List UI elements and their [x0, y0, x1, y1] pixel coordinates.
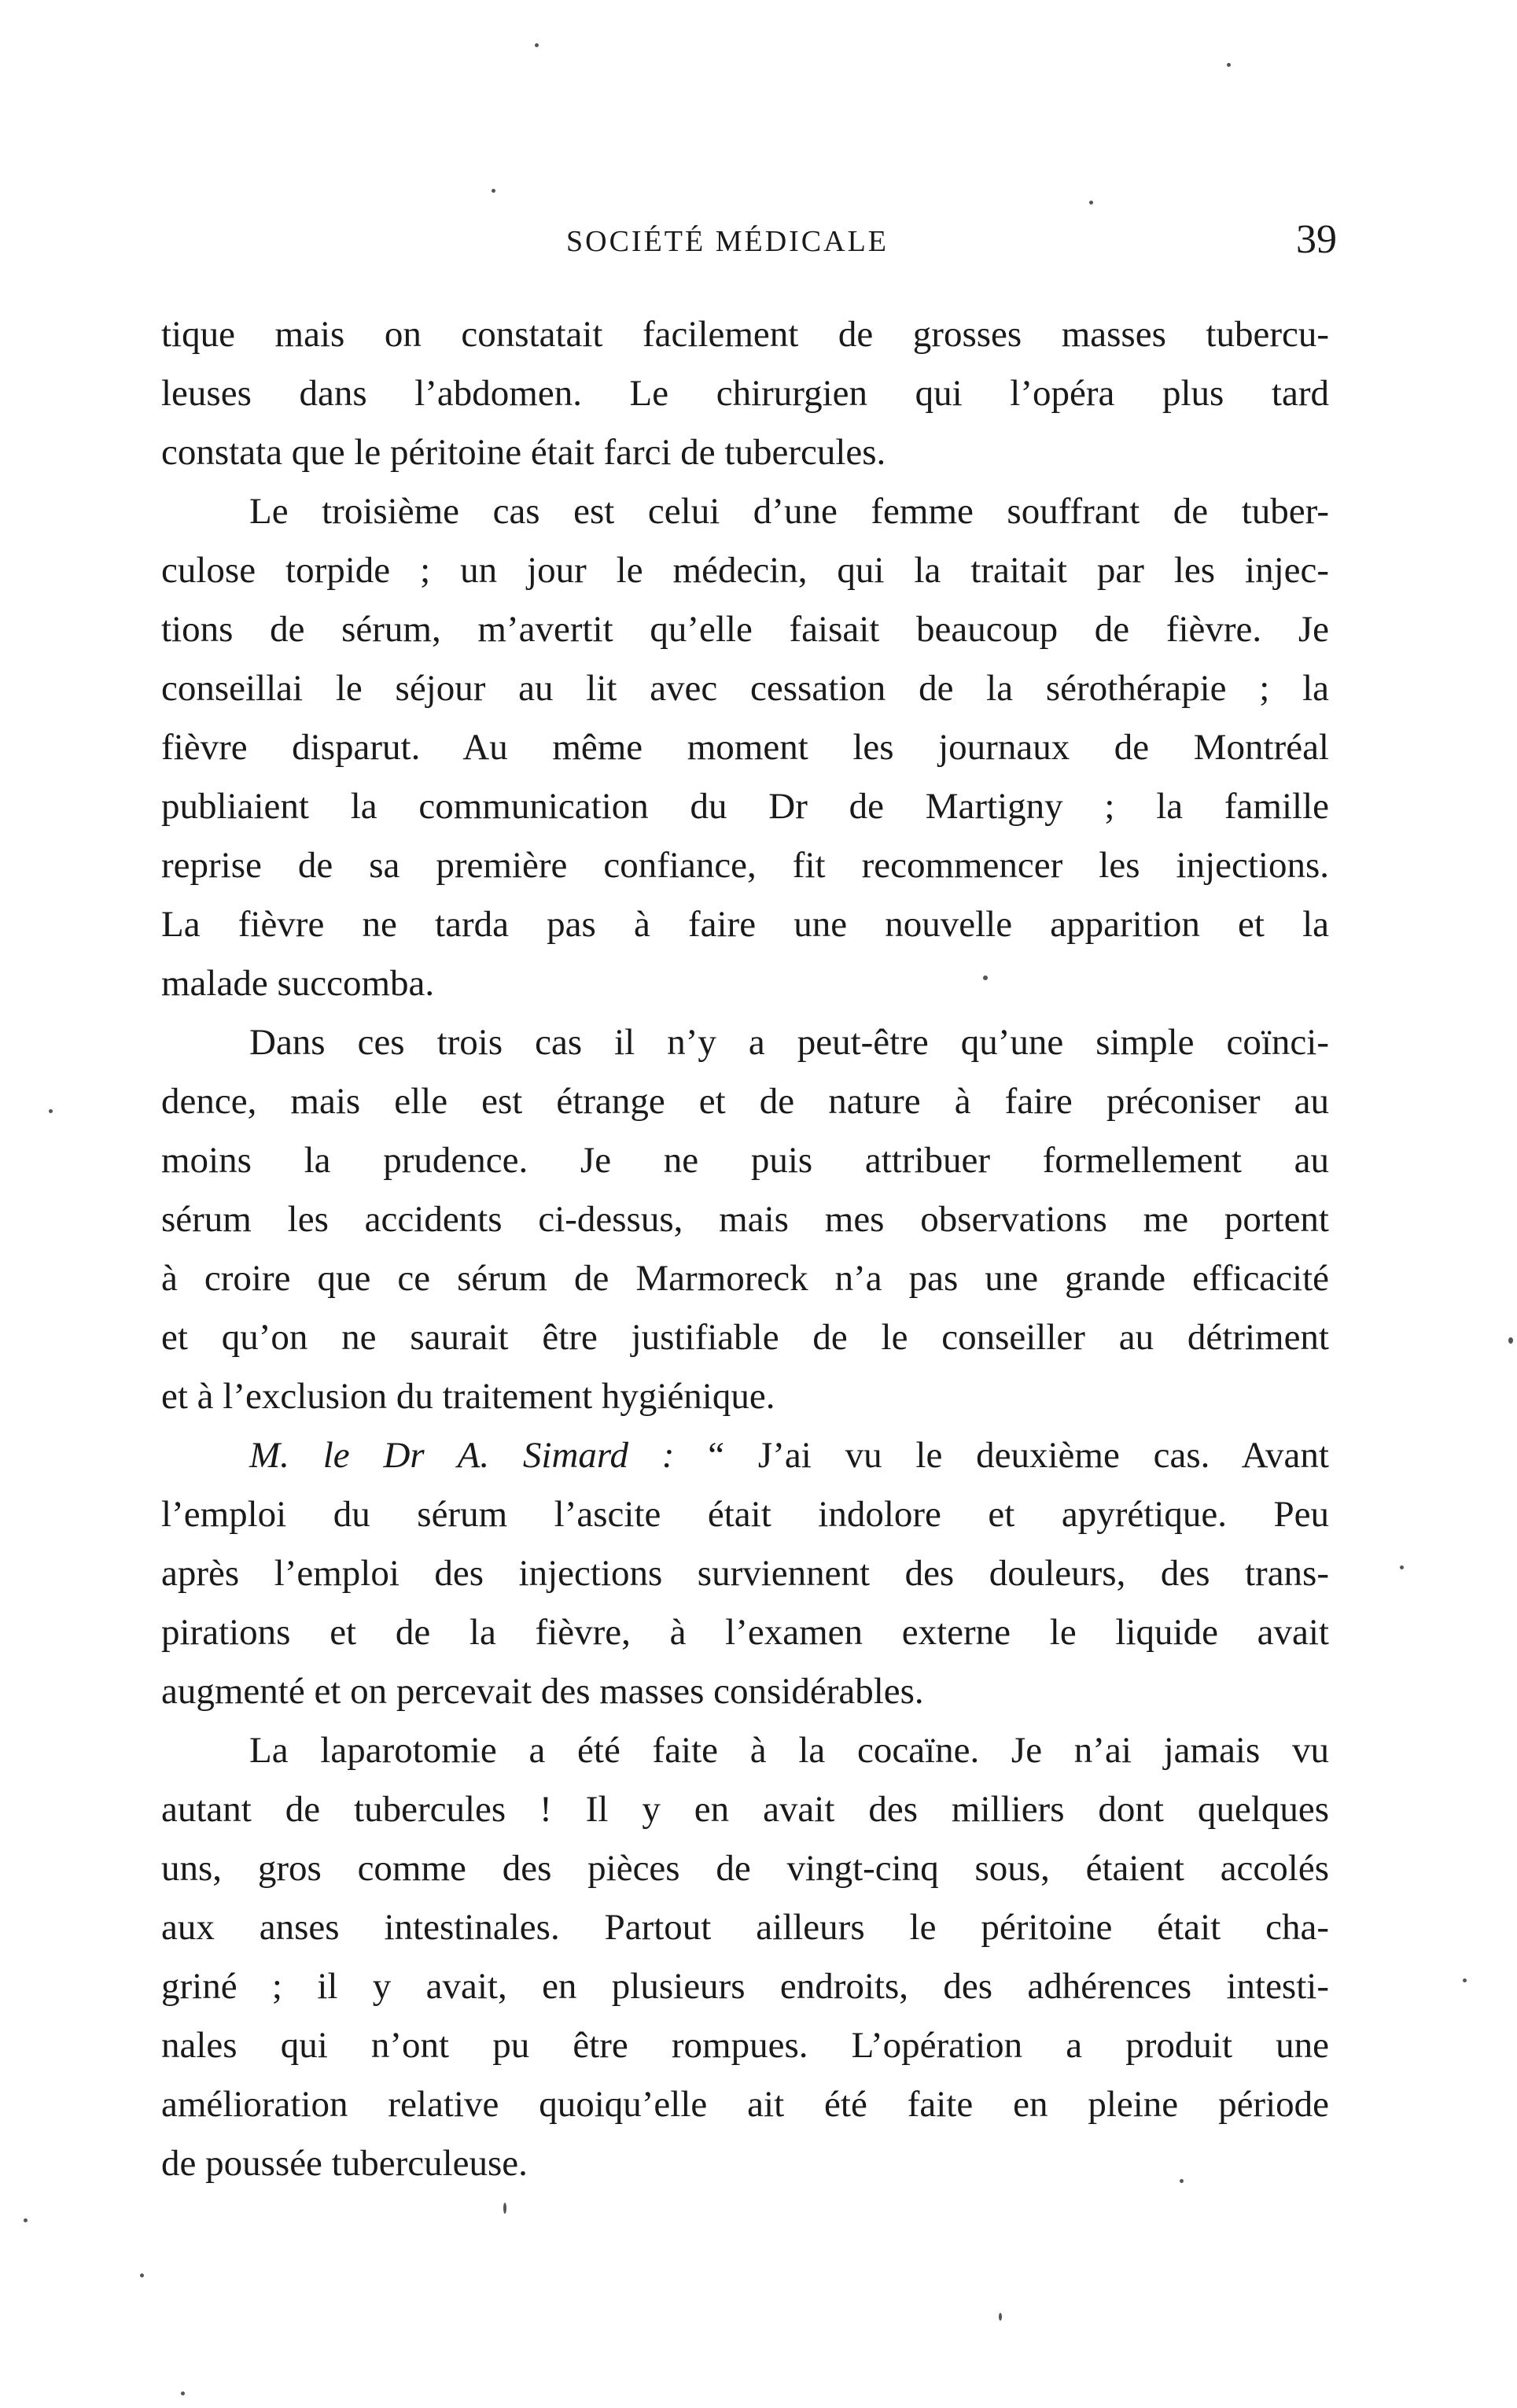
scan-speck — [140, 2273, 144, 2277]
text-line: autant de tubercules ! Il y en avait des milliers dont quelques — [161, 1789, 1329, 1830]
scan-speck — [181, 2391, 185, 2395]
text-line: griné ; il y avait, en plusieurs endroits, des adhérences intesti- — [161, 1966, 1329, 2007]
scan-speck — [983, 975, 988, 980]
text-line: Dans ces trois cas il n’y a peut-être qu’une simple coïnci- — [249, 1022, 1329, 1063]
text-line: et à l’exclusion du traitement hygiénique. — [161, 1376, 775, 1417]
text-line: sérum les accidents ci-dessus, mais mes observations me portent — [161, 1199, 1329, 1240]
scan-speck — [1400, 1565, 1404, 1569]
speaker-name: M. le Dr A. Simard : — [249, 1435, 675, 1476]
scan-speck — [1463, 1978, 1467, 1982]
text-line: pirations et de la fièvre, à l’examen externe le liquide avait — [161, 1612, 1329, 1653]
text-line: uns, gros comme des pièces de vingt-cinq sous, étaient accolés — [161, 1848, 1329, 1889]
text-line: Le troisième cas est celui d’une femme souffrant de tuber- — [249, 491, 1329, 532]
text-line: et qu’on ne saurait être justifiable de le conseiller au détriment — [161, 1317, 1329, 1358]
scan-speck — [999, 2313, 1002, 2321]
text-line: amélioration relative quoiqu’elle ait été faite en pleine période — [161, 2084, 1329, 2125]
text-line: à croire que ce sérum de Marmoreck n’a pas une grande efficacité — [161, 1258, 1329, 1299]
text-line: La laparotomie a été faite à la cocaïne. Je n’ai jamais vu — [249, 1730, 1329, 1771]
scan-speck — [24, 2218, 28, 2222]
text-line: tique mais on constatait facilement de grosses masses tubercu- — [161, 314, 1329, 355]
text-line: conseillai le séjour au lit avec cessation de la sérothérapie ; la — [161, 668, 1329, 709]
text-line: reprise de sa première confiance, fit recommencer les injections. — [161, 845, 1329, 886]
paragraph-5 — [161, 1721, 1329, 2193]
speech-text: “ J’ai vu le deuxième cas. Avant — [674, 1435, 1329, 1476]
text-line: augmenté et on percevait des masses considérables. — [161, 1671, 924, 1712]
paragraph-1 — [161, 305, 1329, 482]
running-head — [157, 217, 1337, 279]
text-line: malade succomba. — [161, 963, 435, 1004]
scan-speck — [1508, 1337, 1513, 1344]
paragraph-3 — [161, 1013, 1329, 1426]
text-line: La fièvre ne tarda pas à faire une nouvelle apparition et la — [161, 904, 1329, 945]
text-line: aux anses intestinales. Partout ailleurs le péritoine était cha- — [161, 1907, 1329, 1948]
body-text — [161, 305, 1329, 2193]
text-line: culose torpide ; un jour le médecin, qui la traitait par les injec- — [161, 550, 1329, 591]
scan-speck — [492, 189, 495, 193]
text-line: constata que le péritoine était farci de tubercules. — [161, 432, 886, 473]
text-line: après l’emploi des injections surviennent des douleurs, des trans- — [161, 1553, 1329, 1594]
text-line: fièvre disparut. Au même moment les journaux de Montréal — [161, 727, 1329, 768]
text-line — [161, 1426, 1329, 1485]
paragraph-2 — [161, 482, 1329, 1013]
text-line: tions de sérum, m’avertit qu’elle faisait beaucoup de fièvre. Je — [161, 609, 1329, 650]
running-head-title: SOCIÉTÉ MÉDICALE — [566, 225, 889, 258]
paragraph-4 — [161, 1426, 1329, 1721]
scan-speck — [1089, 201, 1093, 205]
page-number: 39 — [1296, 217, 1337, 262]
scan-speck — [49, 1109, 53, 1113]
text-line: moins la prudence. Je ne puis attribuer formellement au — [161, 1140, 1329, 1181]
text-line: dence, mais elle est étrange et de nature à faire préconiser au — [161, 1081, 1329, 1122]
text-line: de poussée tuberculeuse. — [161, 2143, 528, 2184]
text-line: publiaient la communication du Dr de Martigny ; la famille — [161, 786, 1329, 827]
text-line: leuses dans l’abdomen. Le chirurgien qui l’opéra plus tard — [161, 373, 1329, 414]
scan-speck — [1227, 63, 1231, 67]
scan-speck — [503, 2203, 506, 2214]
text-line: l’emploi du sérum l’ascite était indolore et apyrétique. Peu — [161, 1494, 1329, 1535]
scan-speck — [535, 43, 539, 47]
scan-speck — [1180, 2179, 1184, 2183]
text-line: nales qui n’ont pu être rompues. L’opération a produit une — [161, 2025, 1329, 2066]
